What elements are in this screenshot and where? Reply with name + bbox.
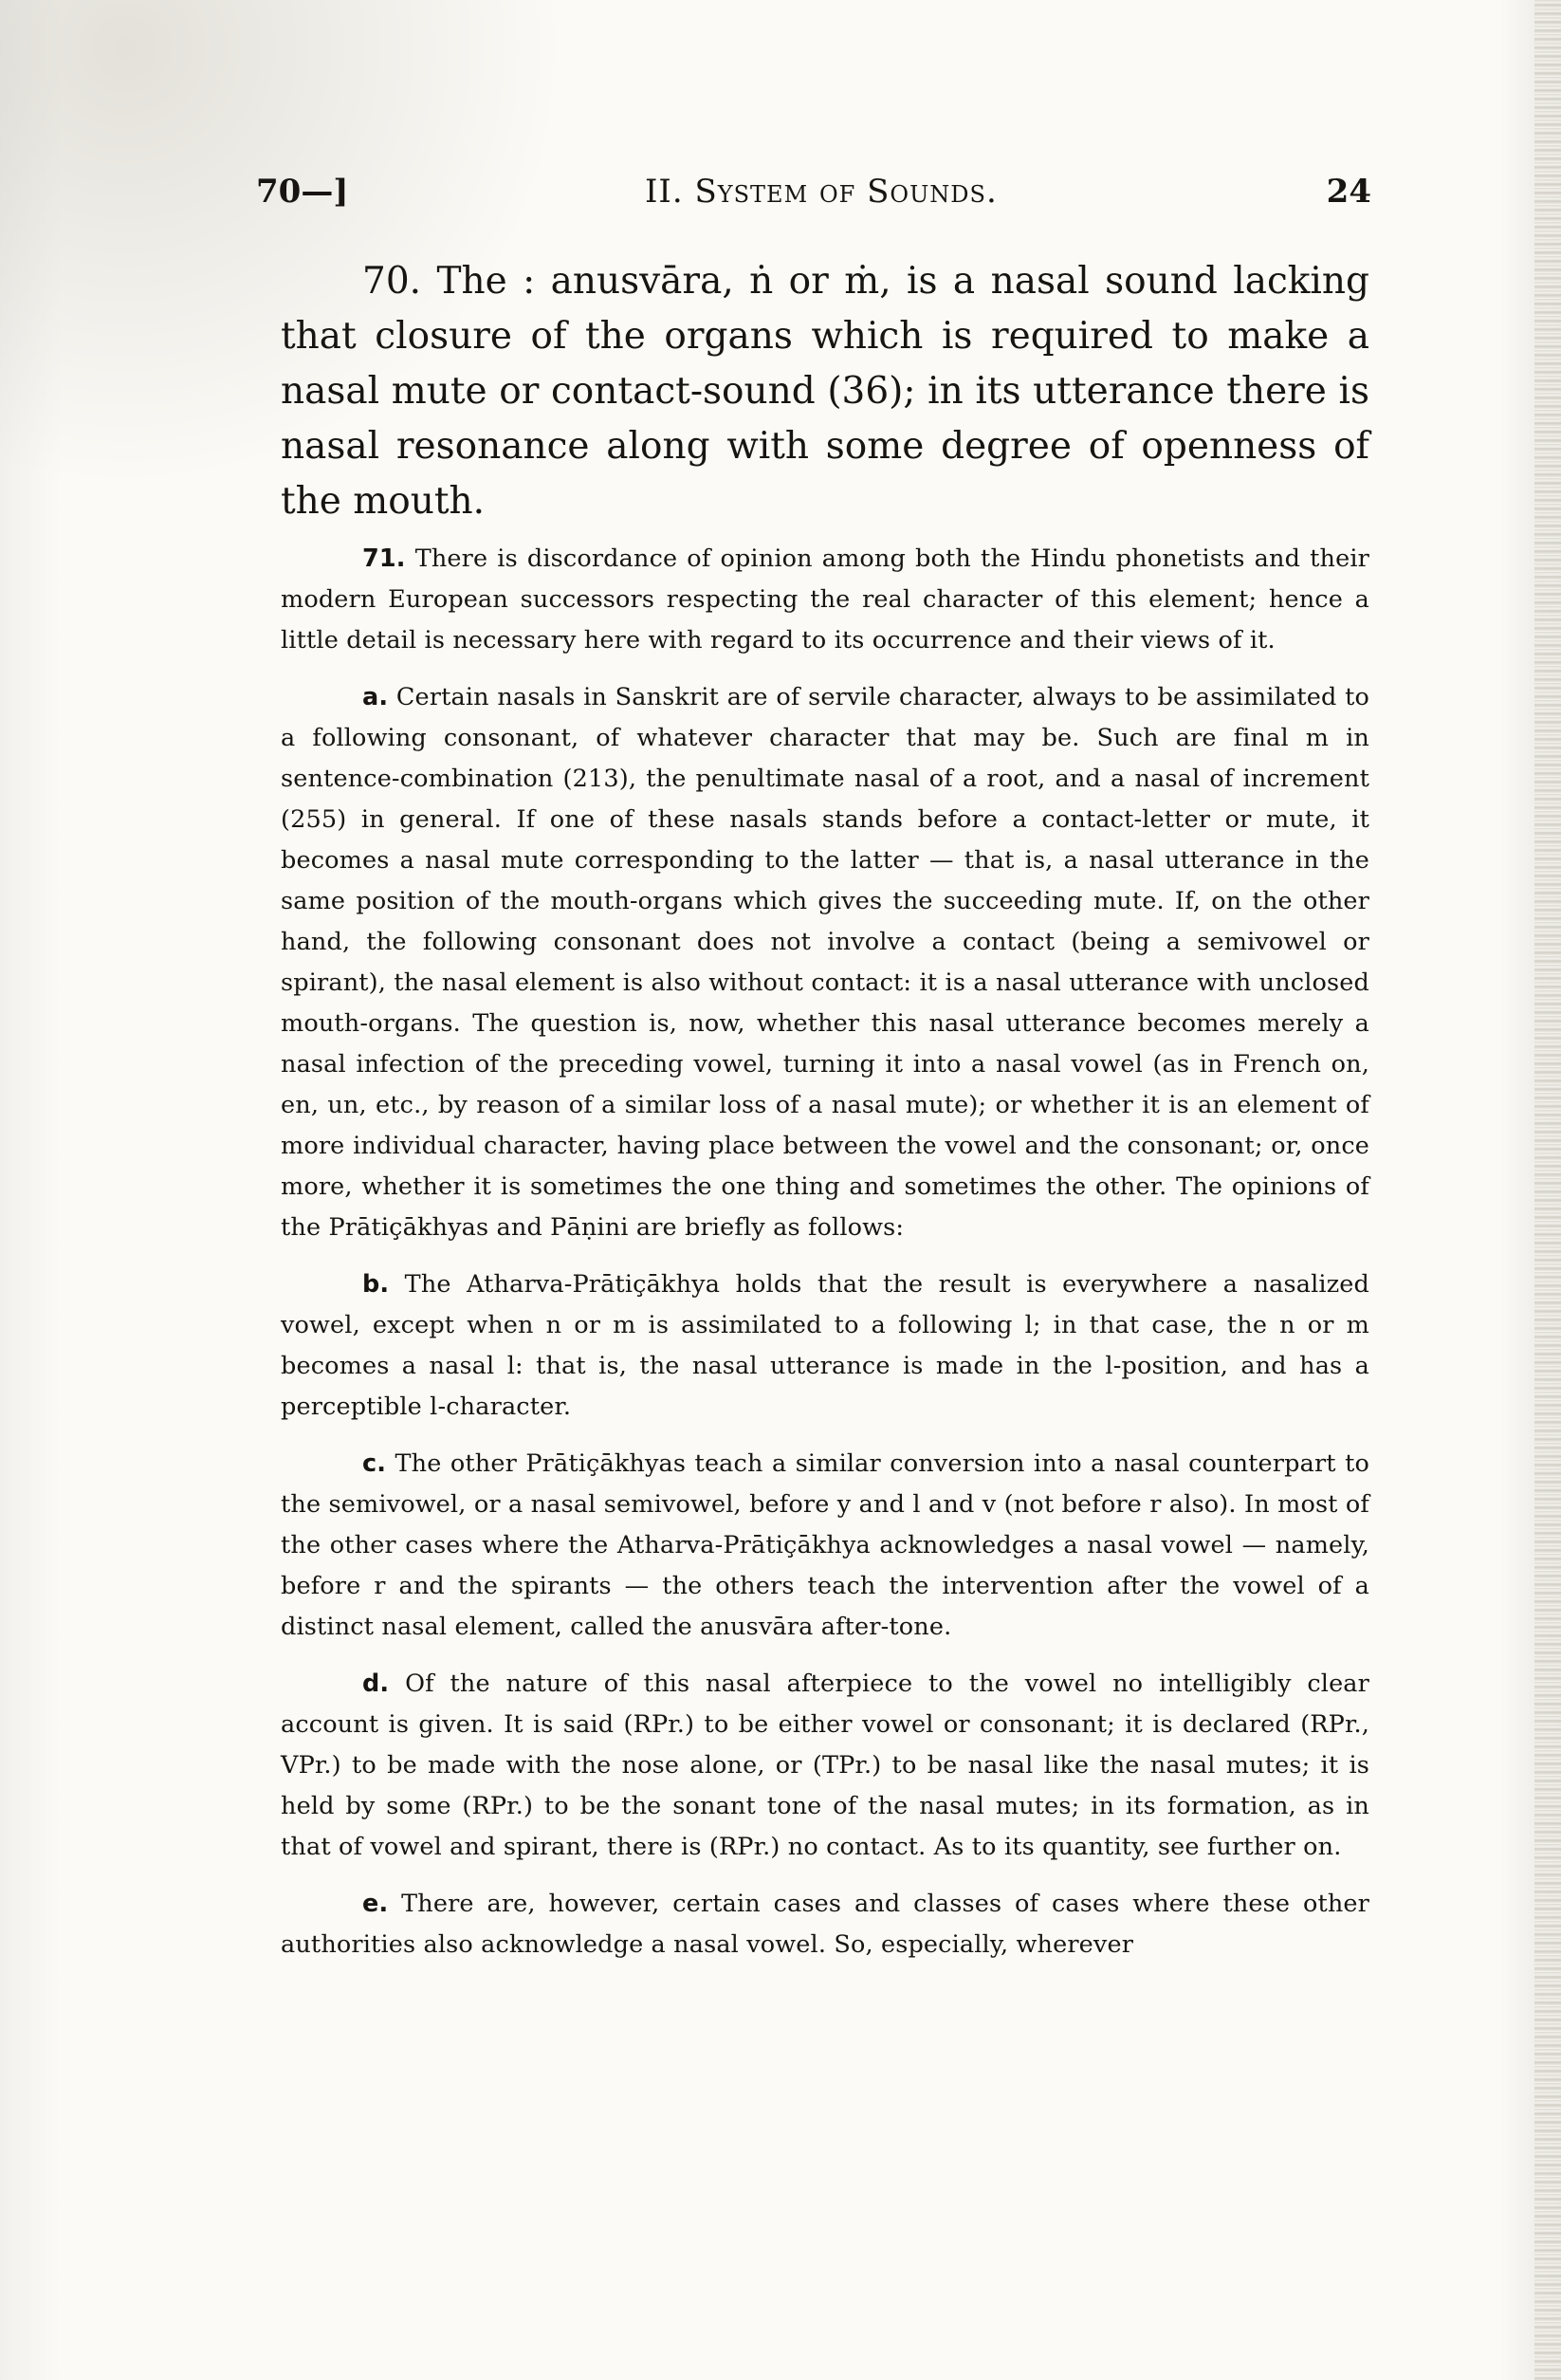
paragraph-number: 71.: [362, 544, 406, 573]
section-reference: 70—]: [256, 173, 349, 211]
paragraph-b: [281, 1264, 1369, 1428]
paragraph-a: [281, 677, 1369, 1248]
running-header: [256, 173, 1371, 218]
paragraph-c: [281, 1444, 1369, 1648]
paragraph-number: 70.: [362, 260, 422, 303]
paragraph-text: There is discordance of opinion among both the Hindu phonetists and their modern European successors respecting the real character of this element; hence a little detail is necessary here with regard to its occurrence and their views of it.: [281, 544, 1369, 655]
paragraph-label: a.: [362, 683, 389, 711]
paragraph-label: b.: [362, 1270, 390, 1299]
paragraph-text: Of the nature of this nasal afterpiece to the vowel no intelligibly clear account is given. It is said (RPr.) to be either vowel or consonant; it is declared (RPr., VPr.) to be made with the nose alone, or (TPr.) to be nasal like the nasal mutes; it is held by some (RPr.) to be the sonant tone of the nasal mutes; in its formation, as in that of vowel and spirant, there is (RPr.) no contact. As to its quantity, see further on.: [281, 1670, 1370, 1861]
page-body: [281, 254, 1369, 1982]
paragraph-d: [281, 1664, 1369, 1868]
paragraph-text: Certain nasals in Sanskrit are of servile character, always to be assimilated to a following consonant, of whatever character that may be. Such are final m in sentence-combination (213), the penultimate nasal of a root, and a nasal of increment (255) in general. If one of these nasals stands before a contact-letter or mute, it becomes a nasal mute corresponding to the latter — that is, a nasal utterance in the same position of the mouth-organs which gives the succeeding mute. If, on the other hand, the following consonant does not involve a contact (being a semivowel or spirant), the nasal element is also without contact: it is a nasal utterance with unclosed mouth-organs. The question is, now, whether this nasal utterance becomes merely a nasal infection of the preceding vowel, turning it into a nasal vowel (as in French on, en, un, etc., by reason of a similar loss of a nasal mute); or whether it is an element of more individual character, having place between the vowel and the consonant; or, once more, whether it is sometimes the one thing and sometimes the other. The opinions of the Prātiçākhyas and Pāṇini are briefly as follows:: [281, 683, 1369, 1242]
paragraph-label: e.: [362, 1890, 389, 1918]
paragraph-label: d.: [362, 1670, 390, 1698]
paragraph-text: The : anusvāra, ṅ or ṁ, is a nasal sound lacking that closure of the organs which is required to make a nasal mute or contact-sound (36); in its utterance there is nasal resonance along with some degree of openness of the mouth.: [281, 260, 1369, 523]
paragraph-label: c.: [362, 1449, 387, 1478]
paragraph-70: [281, 254, 1369, 529]
paragraph-text: There are, however, certain cases and classes of cases where these other authorities also acknowledge a nasal vowel. So, especially, wherever: [281, 1890, 1369, 1959]
page-title: II. System of Sounds.: [645, 173, 998, 211]
paragraph-text: The other Prātiçākhyas teach a similar conversion into a nasal counterpart to the semivowel, or a nasal semivowel, before y and l and v (not before r also). In most of the other cases where the Atharva-Prātiçākhya acknowledges a nasal vowel — namely, before r and the spirants — the others teach the intervention after the vowel of a distinct nasal element, called the anusvāra after-tone.: [281, 1449, 1369, 1641]
paragraph-e: [281, 1884, 1369, 1965]
paragraph-71: [281, 539, 1369, 661]
paragraph-text: The Atharva-Prātiçākhya holds that the result is everywhere a nasalized vowel, except when n or m is assimilated to a following l; in that case, the n or m becomes a nasal l: that is, the nasal utterance is made in the l-position, and has a perceptible l-character.: [281, 1270, 1369, 1421]
page-number: 24: [1326, 173, 1371, 211]
page-edge: [1534, 0, 1561, 2380]
